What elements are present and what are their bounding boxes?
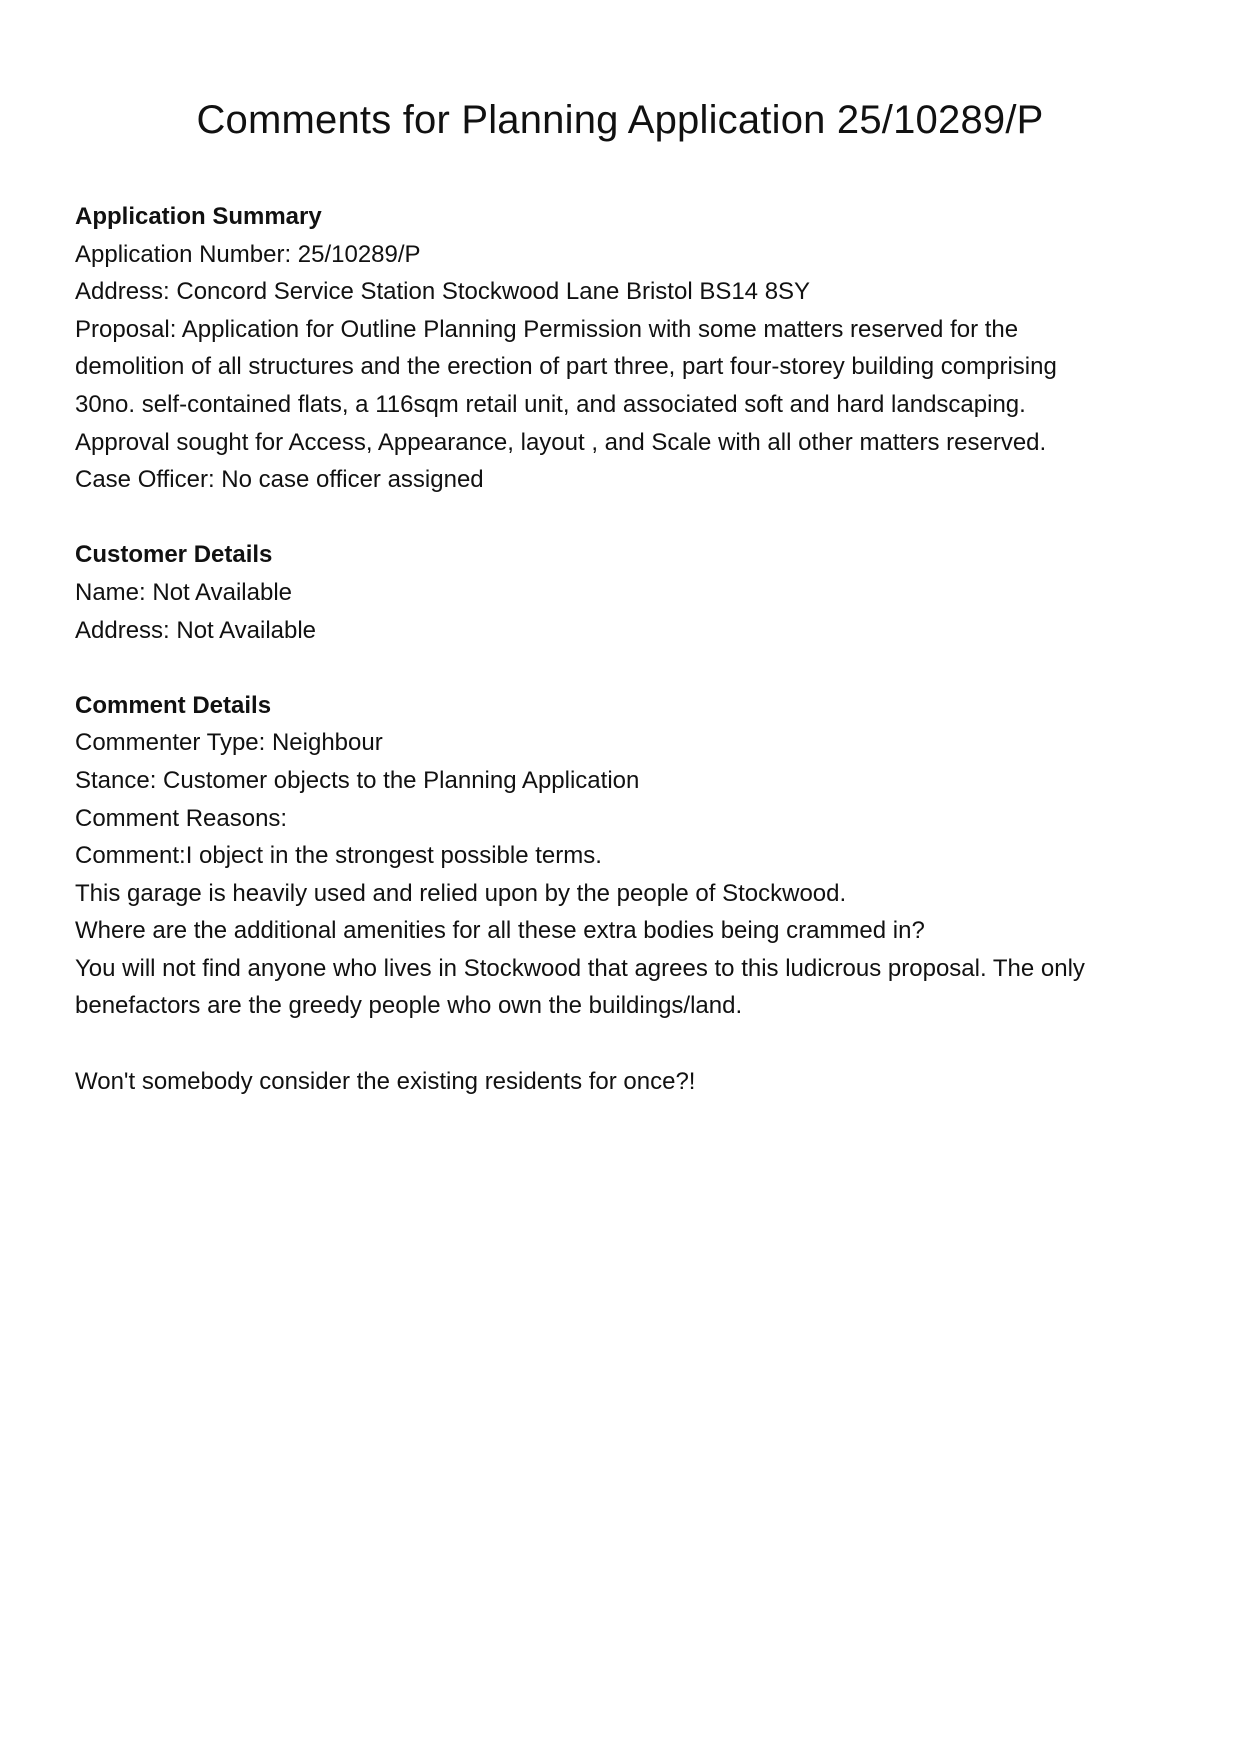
comment-stance: Stance: Customer objects to the Planning Application	[75, 766, 640, 794]
comment-line: Comment:I object in the strongest possible terms.	[75, 842, 602, 870]
application-summary-heading: Application Summary	[75, 203, 322, 230]
comment-line: This garage is heavily used and relied upon by the people of Stockwood.	[75, 879, 847, 907]
comment-reasons: Comment Reasons:	[75, 804, 288, 832]
comment-details-section	[75, 687, 1165, 1101]
customer-name: Name: Not Available	[75, 578, 293, 606]
application-address: Address: Concord Service Station Stockwood Lane Bristol BS14 8SY	[75, 278, 811, 306]
commenter-type: Commenter Type: Neighbour	[75, 729, 383, 757]
comment-details-heading: Comment Details	[75, 691, 272, 719]
application-number: Application Number: 25/10289/P	[75, 240, 421, 268]
case-officer: Case Officer: No case officer assigned	[75, 466, 484, 494]
application-proposal: Proposal: Application for Outline Planning Permission with some matters reserved for the demolition of all structures and the erection of part three, part four-storey building comprising 30no. self-contained flats, a 116sqm retail unit, and associated soft and hard landscaping. Approval sought for Access, Appearance, layout , and Scale with all other matters reserved.	[75, 315, 1057, 456]
customer-details-section	[75, 536, 1165, 649]
customer-details-heading: Customer Details	[75, 541, 273, 569]
document-content	[75, 198, 1165, 1138]
paragraph-spacer	[75, 1025, 1165, 1063]
customer-address: Address: Not Available	[75, 616, 317, 644]
page-title: Comments for Planning Application 25/10289/P	[196, 98, 1044, 142]
comment-closing-line: Won't somebody consider the existing residents for once?!	[75, 1067, 696, 1095]
comment-line: You will not find anyone who lives in Stockwood that agrees to this ludicrous proposal. The only benefactors are the greedy people who own the buildings/land.	[75, 954, 1085, 1020]
comment-line: Where are the additional amenities for all these extra bodies being crammed in?	[75, 917, 925, 945]
application-summary-section	[75, 198, 1165, 499]
